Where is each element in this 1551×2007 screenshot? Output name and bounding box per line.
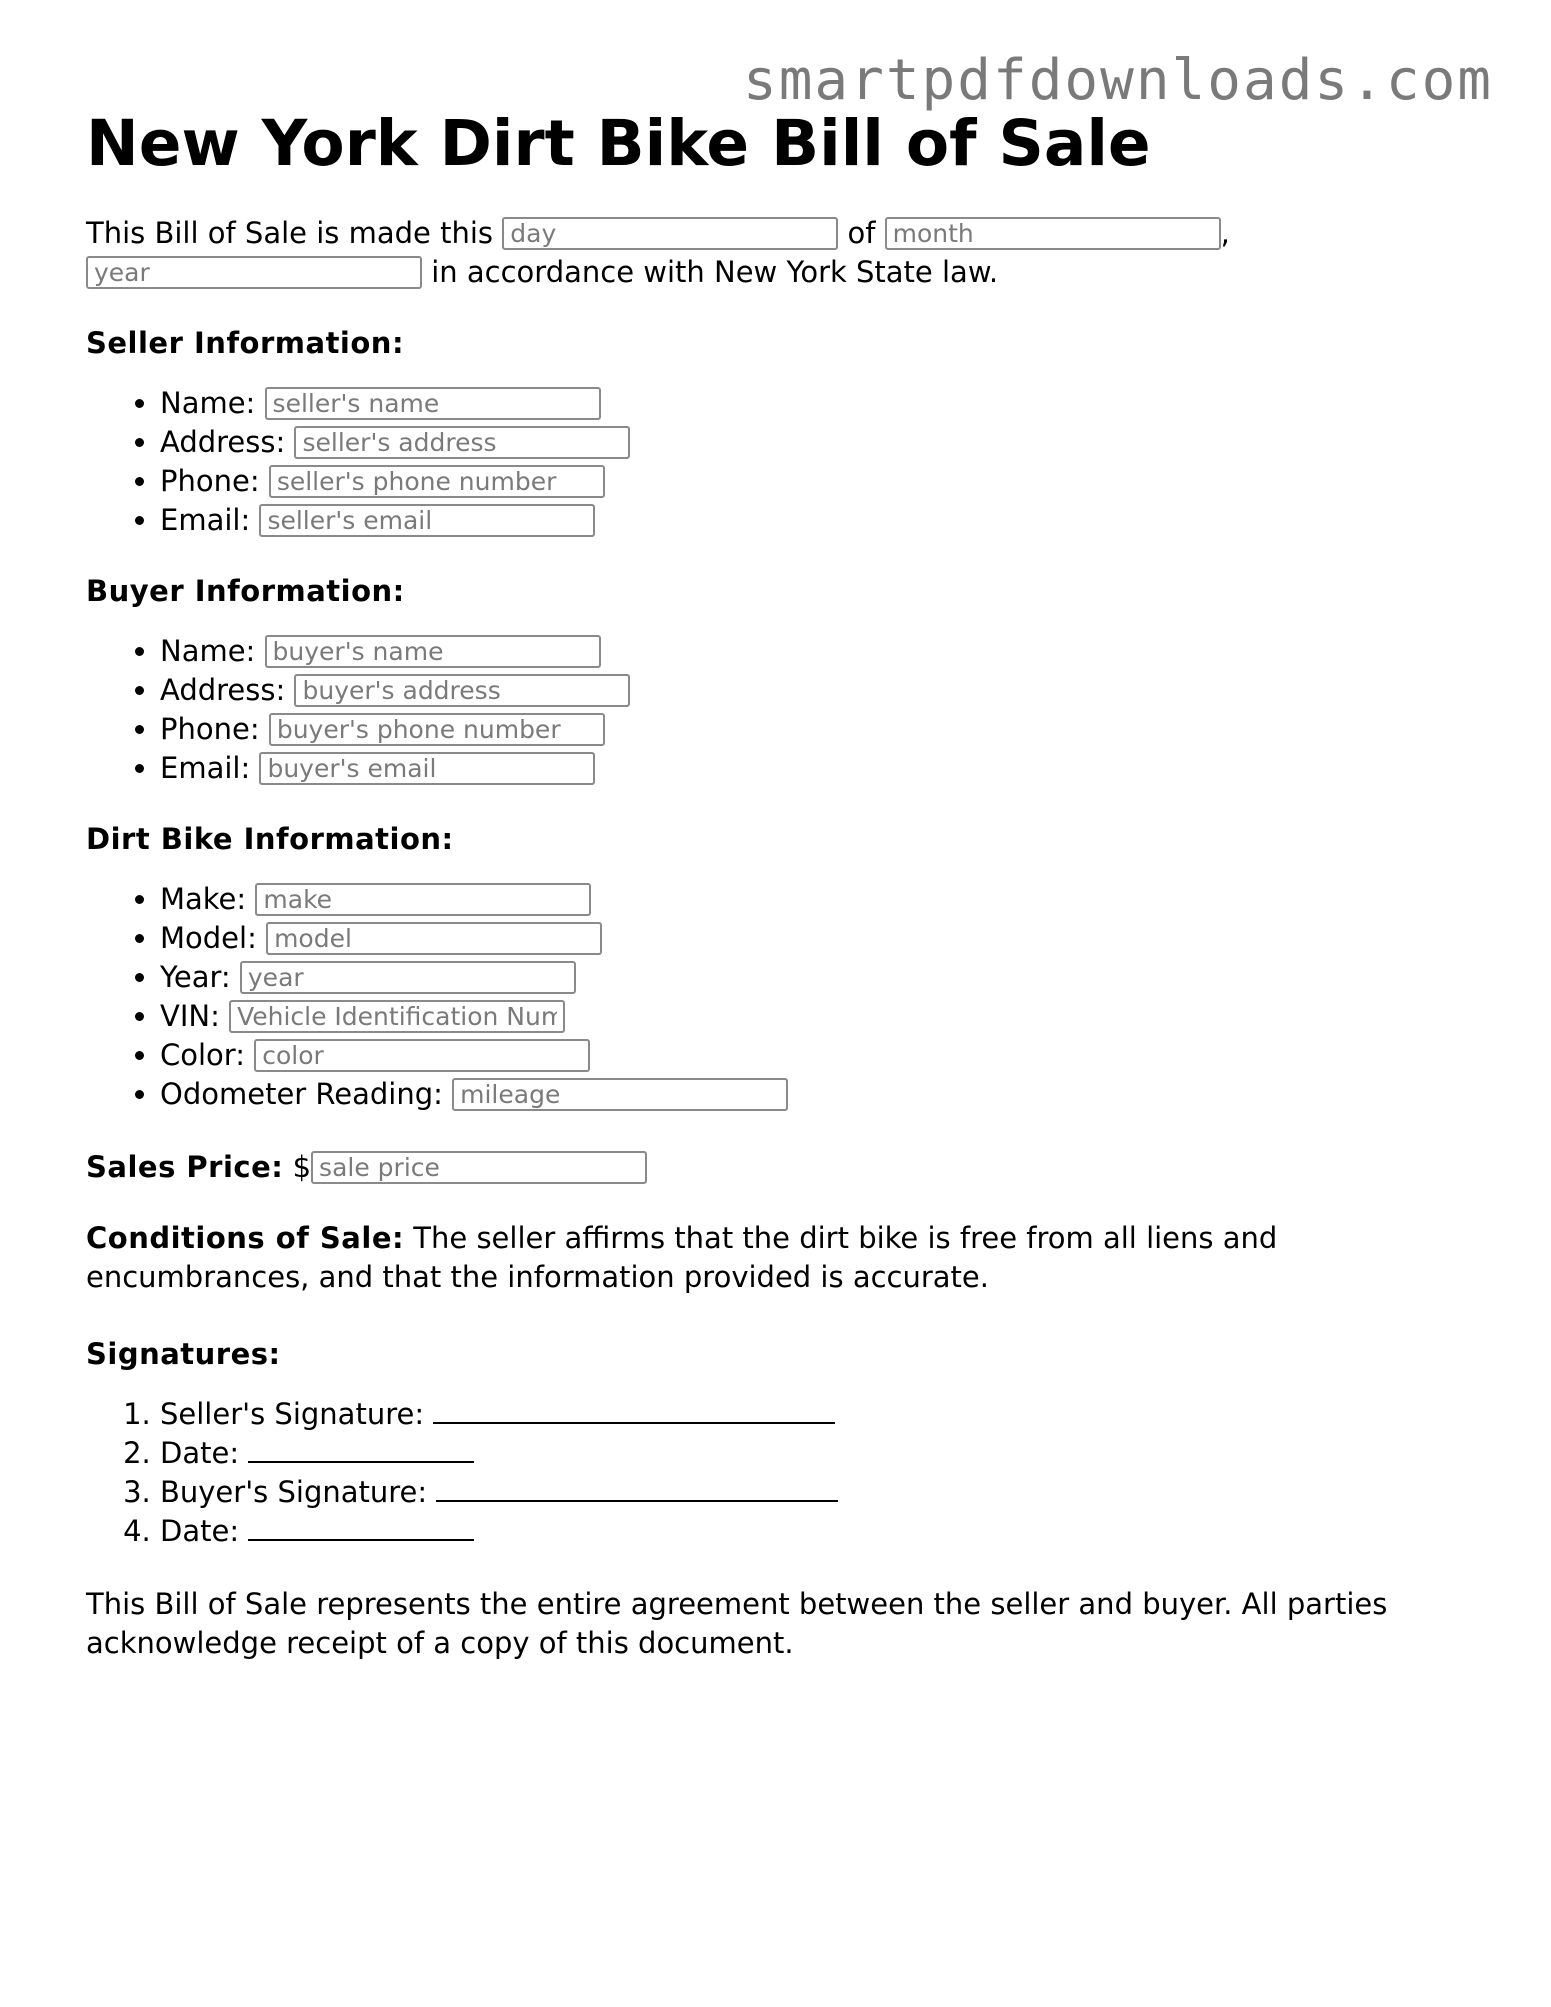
bike-model-input[interactable] [266, 922, 602, 955]
seller-email-label: Email: [160, 503, 251, 538]
bike-odometer-label: Odometer Reading: [160, 1077, 443, 1112]
buyer-heading: Buyer Information: [86, 574, 405, 609]
seller-date-line[interactable] [248, 1435, 474, 1463]
buyer-email-item [160, 749, 1486, 788]
buyer-date-label: Date: [160, 1514, 240, 1549]
seller-date-item [160, 1434, 1486, 1473]
bike-list [86, 880, 1486, 1114]
buyer-address-input[interactable] [294, 674, 630, 707]
bike-color-label: Color: [160, 1038, 245, 1073]
intro-text-of: of [847, 216, 876, 251]
buyer-address-item [160, 671, 1486, 710]
currency-symbol: $ [292, 1150, 312, 1185]
buyer-address-label: Address: [160, 673, 286, 708]
bike-make-label: Make: [160, 882, 247, 917]
sales-price-label: Sales Price: [86, 1150, 284, 1185]
sales-price-line [86, 1148, 1486, 1187]
sales-price-input[interactable] [311, 1151, 647, 1184]
seller-signature-label: Seller's Signature: [160, 1397, 425, 1432]
buyer-signature-label: Buyer's Signature: [160, 1475, 428, 1510]
bike-model-label: Model: [160, 921, 257, 956]
year-input[interactable] [86, 256, 422, 289]
buyer-date-line[interactable] [248, 1513, 474, 1541]
bike-vin-item [160, 997, 1486, 1036]
intro-comma: , [1220, 216, 1230, 251]
buyer-name-item [160, 632, 1486, 671]
buyer-signature-item [160, 1473, 1486, 1512]
bike-heading: Dirt Bike Information: [86, 822, 454, 857]
bike-model-item [160, 919, 1486, 958]
seller-address-item [160, 423, 1486, 462]
document-page [86, 108, 1486, 1663]
buyer-name-label: Name: [160, 634, 256, 669]
buyer-email-input[interactable] [259, 752, 595, 785]
buyer-email-label: Email: [160, 751, 251, 786]
signatures-list [86, 1395, 1486, 1551]
closing-paragraph: This Bill of Sale represents the entire agreement between the seller and buyer. All parties acknowledge receipt of a copy of this document. [86, 1587, 1388, 1661]
conditions-text: The seller affirms that the dirt bike is free from all liens and encumbrances, and that the information provided is accurate. [86, 1221, 1278, 1295]
conditions-paragraph [86, 1219, 1486, 1297]
bike-color-item [160, 1036, 1486, 1075]
bike-make-item [160, 880, 1486, 919]
intro-text-start: This Bill of Sale is made this [86, 216, 494, 251]
seller-name-item [160, 384, 1486, 423]
signatures-heading: Signatures: [86, 1337, 281, 1372]
bike-odometer-input[interactable] [452, 1078, 788, 1111]
conditions-label: Conditions of Sale: [86, 1221, 405, 1256]
intro-paragraph [86, 214, 1486, 292]
intro-text-end: in accordance with New York State law. [431, 255, 999, 290]
buyer-date-item [160, 1512, 1486, 1551]
bike-year-label: Year: [160, 960, 231, 995]
bike-vin-input[interactable] [229, 1000, 565, 1033]
seller-name-label: Name: [160, 386, 256, 421]
seller-email-input[interactable] [259, 504, 595, 537]
buyer-phone-label: Phone: [160, 712, 260, 747]
page-title: New York Dirt Bike Bill of Sale [86, 107, 1151, 180]
seller-signature-line[interactable] [433, 1396, 835, 1424]
seller-address-input[interactable] [294, 426, 630, 459]
buyer-phone-item [160, 710, 1486, 749]
bike-odometer-item [160, 1075, 1486, 1114]
bike-year-item [160, 958, 1486, 997]
buyer-list [86, 632, 1486, 788]
seller-list [86, 384, 1486, 540]
seller-phone-item [160, 462, 1486, 501]
seller-name-input[interactable] [265, 387, 601, 420]
seller-phone-label: Phone: [160, 464, 260, 499]
bike-make-input[interactable] [255, 883, 591, 916]
seller-signature-item [160, 1395, 1486, 1434]
seller-phone-input[interactable] [269, 465, 605, 498]
seller-address-label: Address: [160, 425, 286, 460]
seller-email-item [160, 501, 1486, 540]
bike-year-input[interactable] [240, 961, 576, 994]
buyer-signature-line[interactable] [436, 1474, 838, 1502]
day-input[interactable] [502, 217, 838, 250]
month-input[interactable] [885, 217, 1221, 250]
seller-heading: Seller Information: [86, 326, 405, 361]
buyer-phone-input[interactable] [269, 713, 605, 746]
watermark: smartpdfdownloads.com [742, 48, 1493, 113]
seller-date-label: Date: [160, 1436, 240, 1471]
buyer-name-input[interactable] [265, 635, 601, 668]
bike-color-input[interactable] [254, 1039, 590, 1072]
bike-vin-label: VIN: [160, 999, 220, 1034]
